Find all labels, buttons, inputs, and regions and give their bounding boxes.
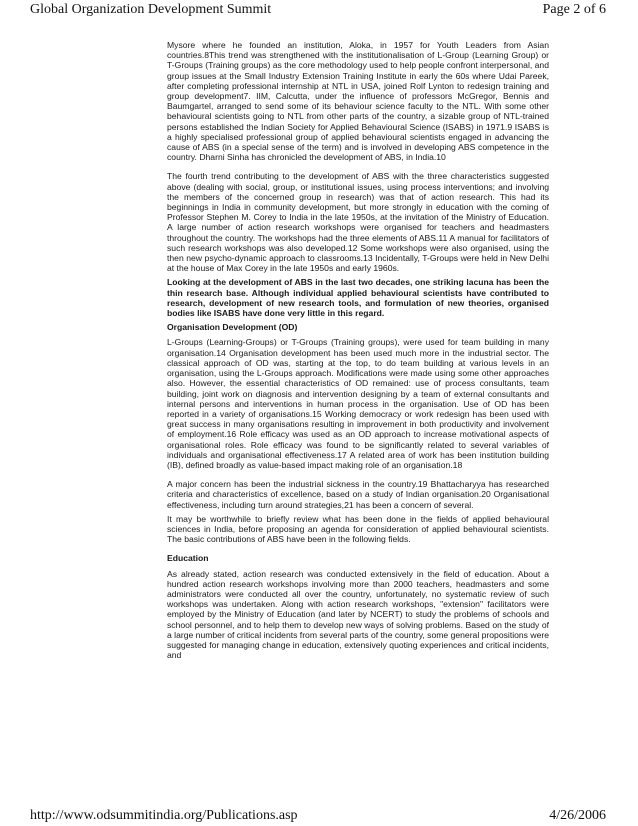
page-footer [0, 808, 638, 826]
paragraph-research-lacuna: Looking at the development of ABS in the last two decades, one striking lacuna has been the thin research base. Although individual applied behavioural scientists have contributed to research, development of new research tools, and formulation of new theories, organised bodies like ISABS have done very little in this regard. [167, 277, 549, 319]
heading-organisation-development: Organisation Development (OD) [167, 322, 298, 333]
paragraph-review: It may be worthwhile to briefly review what has been done in the fields of applied behavioural sciences in India, before proposing an agenda for consideration of applied behavioural scientists. The basic contributions of ABS have been in the following fields. [167, 513, 549, 545]
paragraph-industrial-sickness: A major concern has been the industrial sickness in the country.19 Bhattacharyya has researched criteria and characteristics of excellence, based on a study of Indian organisation.20 Organisational effectiveness, including turn around strategies,21 has been a concern of several. [167, 479, 549, 510]
paragraph-ashram-isabs: Mysore where he founded an institution, Aloka, in 1957 for Youth Leaders from Asian countries.8This trend was strengthened with the institutionalisation of L-Group (Learning Group) or T-Groups (Training groups) as the core methodology used to help people confront interpersonal, and group issues at the Small Industry Extension Training Institute in early the 60s where Udai Pareek, after completing professional internship at NTL in USA, joined Rolf Lynton to redesign training and group development7. IIM, Calcutta, under the influence of professors McGregor, Bennis and Baumgartel, arranged to send some of its behaviour science faculty to the NTL. With some other behavioural scientists going to NTL from other parts of the country, a sizable group of NTL-trained persons established the Indian Society for Applied Behavioural Science (ISABS) in 1971.9 ISABS is a highly specialised professional group of applied behavioural scientists engaged in advancing the cause of ABS (in a special sense of the term) and is involved in developing ABS competence in the country. Dharni Sinha has chronicled the development of ABS, in India.10 [167, 40, 549, 163]
paragraph-action-research: The fourth trend contributing to the development of ABS with the three characteristics suggested above (dealing with social, group, or institutional issues, using process interventions; and involving the members of the concerned group in research) was that of action research. This had its beginnings in India in community development, but more strongly in education with the coming of Professor Stephen M. Corey to India in the late 1950s, at the invitation of the Ministry of Education. A large number of action research workshops were organised for teachers and headmasters throughout the country. The workshops had the three elements of ABS.11 A manual for facilitators of such research workshops was also developed.12 Some workshops were also organised, using the then new psycho-dynamic approach to classrooms.13 Incidentally, T-Groups were held in New Delhi at the house of Max Corey in the late 1950s and early 1960s. [167, 171, 549, 274]
page-header [0, 0, 638, 22]
heading-education: Education [167, 553, 209, 564]
article-body [167, 40, 549, 669]
paragraph-education: As already stated, action research was conducted extensively in the field of education. About a hundred action research workshops involving more than 2000 teachers, headmasters and some administrators were conducted all over the country, unfortunately, no systematic review of such workshops was undertaken. Along with action research workshops, "extension" facilitators were employed by the Ministry of Education (and later by NCERT) to study the problems of schools and school personnel, and to help them to develop new ways of solving problems. Based on the study of a large number of critical incidents from several parts of the country, some general propositions were suggested for managing change in education, extensively quoting experiences and critical incidents, and [167, 568, 549, 661]
footer-url: http://www.odsummitindia.org/Publications.asp [30, 808, 298, 823]
paragraph-od: L-Groups (Learning-Groups) or T-Groups (Training groups), were used for team building in many organisation.14 Organisation development has been used much more in the industrial sector. The classical approach of OD was, starting at the top, to do team building at various levels in an organisation, using the L-Groups approach. Modifications were made using some other approaches also. However, the essential characteristics of OD remained: use of process consultants, team building, joint work on diagnosis and intervention designing by a team of external consultants and internal persons and interventions in human process in the organisation. Use of OD has been reported in a variety of organisations.15 Working democracy or work redesign has been used with great success in many organisations resulting in improvement in both productivity and involvement of employment.16 Role efficacy was used as an OD approach to increase motivational aspects of organisational roles. Role efficacy was found to be significantly related to several variables of individuals and organisational effectiveness.17 A related area of work has been institution building (IB), defined broadly as value-based impact making role of an organisation.18 [167, 337, 549, 470]
document-title: Global Organization Development Summit [30, 2, 272, 17]
page-number: Page 2 of 6 [542, 2, 606, 17]
footer-date: 4/26/2006 [549, 808, 606, 823]
